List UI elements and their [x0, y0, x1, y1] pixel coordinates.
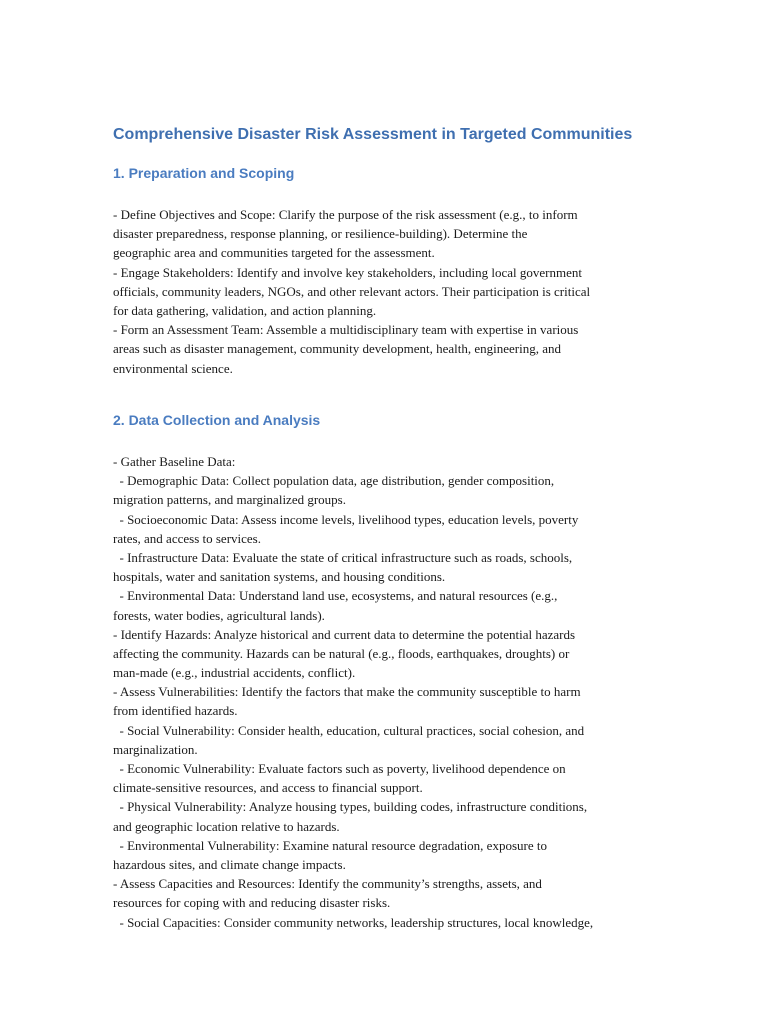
text-line: - Physical Vulnerability: Analyze housing types, building codes, infrastructure conditions,: [113, 799, 588, 815]
text-line: for data gathering, validation, and action planning.: [113, 302, 377, 318]
text-line: - Engage Stakeholders: Identify and involve key stakeholders, including local government: [113, 264, 582, 280]
text-line: marginalization.: [113, 741, 198, 757]
text-line: - Environmental Vulnerability: Examine natural resource degradation, exposure to: [113, 837, 547, 853]
text-line: areas such as disaster management, community development, health, engineering, and: [113, 341, 561, 357]
text-line: from identified hazards.: [113, 703, 238, 719]
text-line: forests, water bodies, agricultural lands).: [113, 607, 325, 623]
section-heading-data-collection: 2. Data Collection and Analysis: [113, 412, 321, 428]
text-line: - Form an Assessment Team: Assemble a multidisciplinary team with expertise in various: [113, 322, 579, 338]
text-line: environmental science.: [113, 360, 233, 376]
text-line: hospitals, water and sanitation systems, and housing conditions.: [113, 569, 446, 585]
text-line: - Economic Vulnerability: Evaluate factors such as poverty, livelihood dependence on: [113, 761, 566, 776]
text-line: - Identify Hazards: Analyze historical and current data to determine the potential hazards: [113, 626, 576, 642]
text-line: affecting the community. Hazards can be natural (e.g., floods, earthquakes, droughts) or: [113, 645, 570, 661]
document-title: Comprehensive Disaster Risk Assessment in Targeted Communities: [113, 126, 633, 143]
text-line: rates, and access to services.: [113, 530, 261, 546]
text-line: - Social Vulnerability: Consider health, education, cultural practices, social cohesion, and: [113, 722, 585, 738]
text-line: migration patterns, and marginalized groups.: [113, 492, 346, 508]
section-body-preparation: [113, 205, 658, 378]
text-line: - Social Capacities: Consider community networks, leadership structures, local knowledge,: [113, 914, 594, 930]
text-line: - Gather Baseline Data:: [113, 454, 236, 469]
text-line: officials, community leaders, NGOs, and other relevant actors. Their participation is critical: [113, 283, 591, 299]
section-body-data-collection: [113, 452, 658, 932]
text-line: - Infrastructure Data: Evaluate the state of critical infrastructure such as roads, schools,: [113, 549, 573, 565]
text-line: hazardous sites, and climate change impacts.: [113, 856, 346, 872]
text-line: climate-sensitive resources, and access to financial support.: [113, 780, 423, 796]
text-line: geographic area and communities targeted for the assessment.: [113, 245, 435, 261]
text-line: - Demographic Data: Collect population data, age distribution, gender composition,: [113, 473, 555, 489]
text-line: and geographic location relative to hazards.: [113, 818, 340, 834]
text-line: man-made (e.g., industrial accidents, conflict).: [113, 665, 356, 681]
text-line: - Assess Vulnerabilities: Identify the factors that make the community susceptible to harm: [113, 684, 581, 700]
text-line: - Socioeconomic Data: Assess income levels, livelihood types, education levels, poverty: [113, 511, 579, 527]
text-line: - Define Objectives and Scope: Clarify the purpose of the risk assessment (e.g., to inform: [113, 207, 578, 222]
section-heading-preparation: 1. Preparation and Scoping: [113, 165, 295, 181]
text-line: - Assess Capacities and Resources: Identify the community’s strengths, assets, and: [113, 876, 542, 892]
text-line: - Environmental Data: Understand land use, ecosystems, and natural resources (e.g.,: [113, 588, 558, 604]
text-line: resources for coping with and reducing disaster risks.: [113, 895, 391, 911]
text-line: disaster preparedness, response planning, or resilience-building). Determine the: [113, 226, 528, 242]
